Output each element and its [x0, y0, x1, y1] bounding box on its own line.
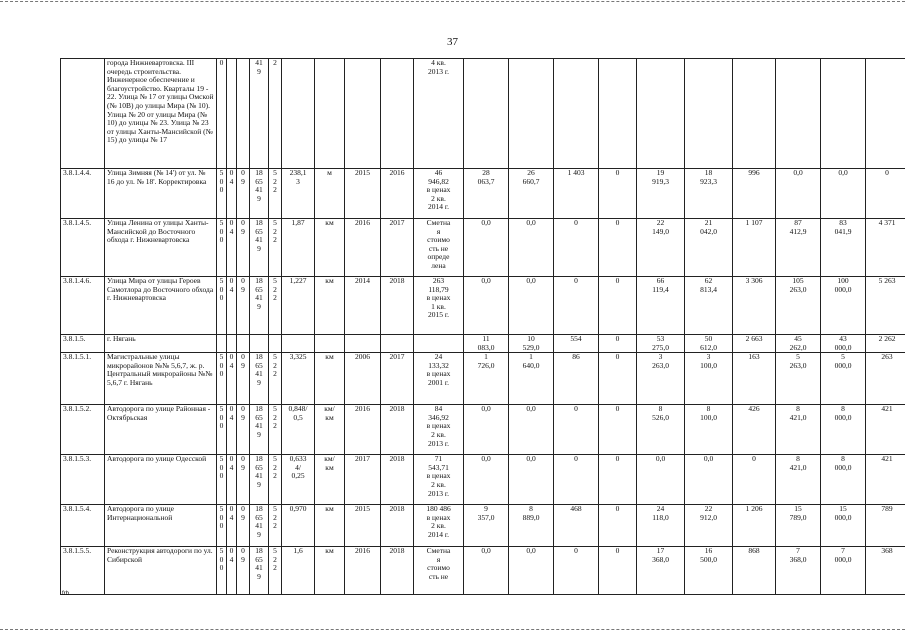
cell-cap: 0,848/ 0,5 [282, 405, 315, 455]
cell-end: 2018 [381, 277, 414, 335]
cell-v5: 0,0 [637, 455, 685, 505]
cell-v2 [509, 59, 554, 169]
cell-start [345, 335, 381, 353]
cell-v8: 8 421,0 [776, 455, 821, 505]
cell-k1: 5 0 0 [217, 219, 227, 277]
cell-start: 2016 [345, 547, 381, 595]
cell-v8: 45 262,0 [776, 335, 821, 353]
cell-cost: 46 946,82 в ценах 2 кв. 2014 г. [414, 169, 464, 219]
cell-unit: км [315, 219, 345, 277]
cell-v6: 3 100,0 [685, 353, 733, 405]
table-row [61, 169, 905, 219]
cell-k3 [237, 59, 250, 169]
cell-num: 3.8.1.4.6. [61, 277, 105, 335]
cell-cost: 71 543,71 в ценах 2 кв. 2013 г. [414, 455, 464, 505]
cell-name: Улица Мира от улицы Героев Самотлора до Восточного обхода г. Нижневартовска [105, 277, 217, 335]
cell-v7: 1 206 [733, 505, 776, 547]
cell-v2: 8 889,0 [509, 505, 554, 547]
cell-num: 3.8.1.4.5. [61, 219, 105, 277]
cell-v5: 66 119,4 [637, 277, 685, 335]
cell-v10 [866, 59, 905, 169]
table-row [61, 455, 905, 505]
cell-cap: 1,6 [282, 547, 315, 595]
cell-name: Магистральные улицы микрорайонов №№ 5,6,7, ж. р. Центральный микрорайоны №№ 5,6,7 г. Нягань [105, 353, 217, 405]
cell-start [345, 59, 381, 169]
cell-v4 [599, 59, 637, 169]
cell-start: 2015 [345, 505, 381, 547]
cell-v6: 0,0 [685, 455, 733, 505]
cell-k5: 5 2 2 [269, 169, 282, 219]
cell-k1: 0 [217, 59, 227, 169]
cell-k1 [217, 335, 227, 353]
cell-k2: 0 4 [227, 219, 237, 277]
cell-k3: 0 9 [237, 169, 250, 219]
cell-end [381, 335, 414, 353]
cell-start: 2017 [345, 455, 381, 505]
cell-end [381, 59, 414, 169]
table-row [61, 505, 905, 547]
cell-cost: 24 133,32 в ценах 2001 г. [414, 353, 464, 405]
cell-v3: 468 [554, 505, 599, 547]
cell-v8: 7 368,0 [776, 547, 821, 595]
cell-k3 [237, 335, 250, 353]
cell-v1: 0,0 [464, 405, 509, 455]
cell-v3: 554 [554, 335, 599, 353]
cell-v6: 18 923,3 [685, 169, 733, 219]
cell-v10: 2 262 [866, 335, 905, 353]
cell-name: Улица Зимняя (№ 14') от ул. № 16 до ул. № 18'. Корректировка [105, 169, 217, 219]
cell-unit: м [315, 169, 345, 219]
cell-unit: км [315, 353, 345, 405]
cell-v9: 8 000,0 [821, 405, 866, 455]
cell-unit: км/ км [315, 455, 345, 505]
cell-v2: 0,0 [509, 219, 554, 277]
cell-v3: 1 403 [554, 169, 599, 219]
cell-v1: 28 063,7 [464, 169, 509, 219]
cell-cost: Сметна я стоимо сть не опреде лена [414, 219, 464, 277]
cell-v8: 0,0 [776, 169, 821, 219]
cell-v1: 11 083,0 [464, 335, 509, 353]
cell-v4: 0 [599, 353, 637, 405]
cell-k2 [227, 59, 237, 169]
scan-edge-top [0, 1, 905, 2]
cell-start: 2014 [345, 277, 381, 335]
table-row [61, 405, 905, 455]
cell-v6 [685, 59, 733, 169]
cell-v7: 868 [733, 547, 776, 595]
cell-v10: 421 [866, 455, 905, 505]
cell-v2: 26 660,7 [509, 169, 554, 219]
cell-name: Улица Ленина от улицы Ханты-Мансийской до Восточного обхода г. Нижневартовска [105, 219, 217, 277]
cell-k1: 5 0 0 [217, 277, 227, 335]
investment-table [60, 58, 905, 595]
cell-v6: 62 813,4 [685, 277, 733, 335]
cell-unit: км [315, 277, 345, 335]
cell-v7: 1 107 [733, 219, 776, 277]
cell-end: 2017 [381, 353, 414, 405]
cell-v2: 0,0 [509, 547, 554, 595]
table-row [61, 547, 905, 595]
cell-v9: 43 000,0 [821, 335, 866, 353]
cell-k4: 18 65 41 9 [250, 455, 269, 505]
cell-cap: 0,633 4/ 0,25 [282, 455, 315, 505]
cell-v4: 0 [599, 405, 637, 455]
cell-start: 2016 [345, 405, 381, 455]
cell-cost: 180 486 в ценах 2 кв. 2014 г. [414, 505, 464, 547]
cell-v4: 0 [599, 547, 637, 595]
cell-unit [315, 59, 345, 169]
table-row [61, 277, 905, 335]
cell-v4: 0 [599, 455, 637, 505]
cell-v10: 368 [866, 547, 905, 595]
footer-mark: frb [62, 591, 70, 597]
cell-k2: 0 4 [227, 547, 237, 595]
cell-cap: 3,325 [282, 353, 315, 405]
cell-k1: 5 0 0 [217, 353, 227, 405]
cell-k2: 0 4 [227, 505, 237, 547]
cell-v9: 100 000,0 [821, 277, 866, 335]
cell-v3: 0 [554, 455, 599, 505]
cell-num [61, 59, 105, 169]
cell-v2: 0,0 [509, 455, 554, 505]
cell-name: города Нижневартовска. III очередь строительства. Инженерное обеспечение и благоустройство. Кварталы 19 - 22. Улица № 17 от улицы Омской (№ 10В) до улицы Мира (№ 10). Улица № 20 от улицы Мира (№ 10) до улицы № 23. Улица № 23 от улицы Ханты-Мансийской (№ 15) до улицы № 17 [105, 59, 217, 169]
cell-cap [282, 59, 315, 169]
cell-end: 2018 [381, 455, 414, 505]
cell-v1: 0,0 [464, 277, 509, 335]
cell-v10: 5 263 [866, 277, 905, 335]
cell-v7: 2 663 [733, 335, 776, 353]
cell-v3: 86 [554, 353, 599, 405]
cell-cost: Сметна я стоимо сть не [414, 547, 464, 595]
cell-v9 [821, 59, 866, 169]
cell-v4: 0 [599, 219, 637, 277]
cell-v4: 0 [599, 277, 637, 335]
cell-k3: 0 9 [237, 353, 250, 405]
page-number: 37 [447, 36, 458, 48]
cell-k2: 0 4 [227, 405, 237, 455]
cell-k5: 5 2 2 [269, 547, 282, 595]
cell-v7: 0 [733, 455, 776, 505]
cell-end: 2018 [381, 405, 414, 455]
cell-v1: 1 726,0 [464, 353, 509, 405]
cell-v4: 0 [599, 169, 637, 219]
cell-num: 3.8.1.5.2. [61, 405, 105, 455]
cell-unit [315, 335, 345, 353]
cell-v7: 426 [733, 405, 776, 455]
cell-num: 3.8.1.4.4. [61, 169, 105, 219]
cell-k5 [269, 335, 282, 353]
cell-start: 2015 [345, 169, 381, 219]
cell-v7: 996 [733, 169, 776, 219]
cell-k4: 41 9 [250, 59, 269, 169]
cell-v2: 10 529,0 [509, 335, 554, 353]
cell-k5: 5 2 2 [269, 353, 282, 405]
cell-k4 [250, 335, 269, 353]
cell-v9: 83 041,9 [821, 219, 866, 277]
cell-v5 [637, 59, 685, 169]
cell-cap [282, 335, 315, 353]
cell-v2: 0,0 [509, 405, 554, 455]
table-row [61, 219, 905, 277]
cell-name: Автодорога по улице Интернациональной [105, 505, 217, 547]
cell-v5: 24 118,0 [637, 505, 685, 547]
cell-v10: 4 371 [866, 219, 905, 277]
cell-v3: 0 [554, 277, 599, 335]
cell-v3: 0 [554, 219, 599, 277]
cell-k5: 5 2 2 [269, 219, 282, 277]
cell-k1: 5 0 0 [217, 405, 227, 455]
cell-num: 3.8.1.5.1. [61, 353, 105, 405]
cell-k1: 5 0 0 [217, 169, 227, 219]
cell-v9: 0,0 [821, 169, 866, 219]
table-row [61, 335, 905, 353]
cell-v1 [464, 59, 509, 169]
cell-name: Реконструкция автодороги по ул. Сибирской [105, 547, 217, 595]
cell-end: 2018 [381, 505, 414, 547]
cell-v1: 0,0 [464, 455, 509, 505]
cell-k3: 0 9 [237, 219, 250, 277]
cell-k4: 18 65 41 9 [250, 353, 269, 405]
cell-v5: 8 526,0 [637, 405, 685, 455]
cell-k3: 0 9 [237, 547, 250, 595]
cell-k3: 0 9 [237, 455, 250, 505]
cell-k1: 5 0 0 [217, 505, 227, 547]
cell-v10: 0 [866, 169, 905, 219]
cell-end: 2016 [381, 169, 414, 219]
cell-cost [414, 335, 464, 353]
cell-v10: 263 [866, 353, 905, 405]
cell-start: 2006 [345, 353, 381, 405]
cell-v2: 0,0 [509, 277, 554, 335]
cell-v5: 17 368,0 [637, 547, 685, 595]
cell-end: 2018 [381, 547, 414, 595]
cell-v3: 0 [554, 405, 599, 455]
cell-cap: 238,1 3 [282, 169, 315, 219]
cell-unit: км [315, 547, 345, 595]
cell-v5: 3 263,0 [637, 353, 685, 405]
cell-end: 2017 [381, 219, 414, 277]
cell-v9: 5 000,0 [821, 353, 866, 405]
cell-v10: 789 [866, 505, 905, 547]
cell-v1: 0,0 [464, 219, 509, 277]
cell-v8: 8 421,0 [776, 405, 821, 455]
cell-k2 [227, 335, 237, 353]
cell-v6: 16 500,0 [685, 547, 733, 595]
cell-num: 3.8.1.5.4. [61, 505, 105, 547]
cell-v6: 22 912,0 [685, 505, 733, 547]
cell-v5: 53 275,0 [637, 335, 685, 353]
cell-v6: 21 042,0 [685, 219, 733, 277]
cell-k4: 18 65 41 9 [250, 169, 269, 219]
cell-v7: 163 [733, 353, 776, 405]
cell-k1: 5 0 0 [217, 547, 227, 595]
cell-k4: 18 65 41 9 [250, 505, 269, 547]
cell-k3: 0 9 [237, 405, 250, 455]
cell-k2: 0 4 [227, 169, 237, 219]
cell-v5: 19 919,3 [637, 169, 685, 219]
cell-k3: 0 9 [237, 277, 250, 335]
cell-cost: 263 118,79 в ценах 1 кв. 2015 г. [414, 277, 464, 335]
cell-v8: 15 789,0 [776, 505, 821, 547]
cell-cost: 84 346,92 в ценах 2 кв. 2013 г. [414, 405, 464, 455]
cell-k5: 2 [269, 59, 282, 169]
cell-k2: 0 4 [227, 455, 237, 505]
cell-cost: 4 кв. 2013 г. [414, 59, 464, 169]
cell-name: Автодорога по улице Одесской [105, 455, 217, 505]
cell-cap: 0,970 [282, 505, 315, 547]
cell-v9: 8 000,0 [821, 455, 866, 505]
cell-k1: 5 0 0 [217, 455, 227, 505]
cell-v4: 0 [599, 505, 637, 547]
cell-num: 3.8.1.5. [61, 335, 105, 353]
cell-v5: 22 149,0 [637, 219, 685, 277]
cell-v6: 8 100,0 [685, 405, 733, 455]
cell-k5: 5 2 2 [269, 405, 282, 455]
cell-k5: 5 2 2 [269, 455, 282, 505]
cell-v8: 105 263,0 [776, 277, 821, 335]
cell-v10: 421 [866, 405, 905, 455]
cell-v2: 1 640,0 [509, 353, 554, 405]
cell-k4: 18 65 41 9 [250, 277, 269, 335]
cell-v9: 15 000,0 [821, 505, 866, 547]
table-row [61, 59, 905, 169]
cell-v4: 0 [599, 335, 637, 353]
cell-v3 [554, 59, 599, 169]
cell-name: Автодорога по улице Районная - Октябрьская [105, 405, 217, 455]
cell-num: 3.8.1.5.3. [61, 455, 105, 505]
cell-k5: 5 2 2 [269, 277, 282, 335]
cell-cap: 1,227 [282, 277, 315, 335]
cell-start: 2016 [345, 219, 381, 277]
cell-v1: 0,0 [464, 547, 509, 595]
scan-edge-bottom [0, 629, 905, 630]
cell-unit: км/ км [315, 405, 345, 455]
cell-unit: км [315, 505, 345, 547]
cell-v8: 87 412,9 [776, 219, 821, 277]
cell-k4: 18 65 41 9 [250, 219, 269, 277]
cell-k2: 0 4 [227, 277, 237, 335]
cell-name: г. Нягань [105, 335, 217, 353]
table-row [61, 353, 905, 405]
cell-v8: 5 263,0 [776, 353, 821, 405]
cell-v7: 3 306 [733, 277, 776, 335]
cell-v9: 7 000,0 [821, 547, 866, 595]
cell-k5: 5 2 2 [269, 505, 282, 547]
cell-v8 [776, 59, 821, 169]
cell-v3: 0 [554, 547, 599, 595]
cell-cap: 1,87 [282, 219, 315, 277]
cell-k2: 0 4 [227, 353, 237, 405]
cell-k4: 18 65 41 9 [250, 405, 269, 455]
cell-k4: 18 65 41 9 [250, 547, 269, 595]
cell-v7 [733, 59, 776, 169]
cell-v1: 9 357,0 [464, 505, 509, 547]
cell-k3: 0 9 [237, 505, 250, 547]
cell-num: 3.8.1.5.5. [61, 547, 105, 595]
cell-v6: 50 612,0 [685, 335, 733, 353]
